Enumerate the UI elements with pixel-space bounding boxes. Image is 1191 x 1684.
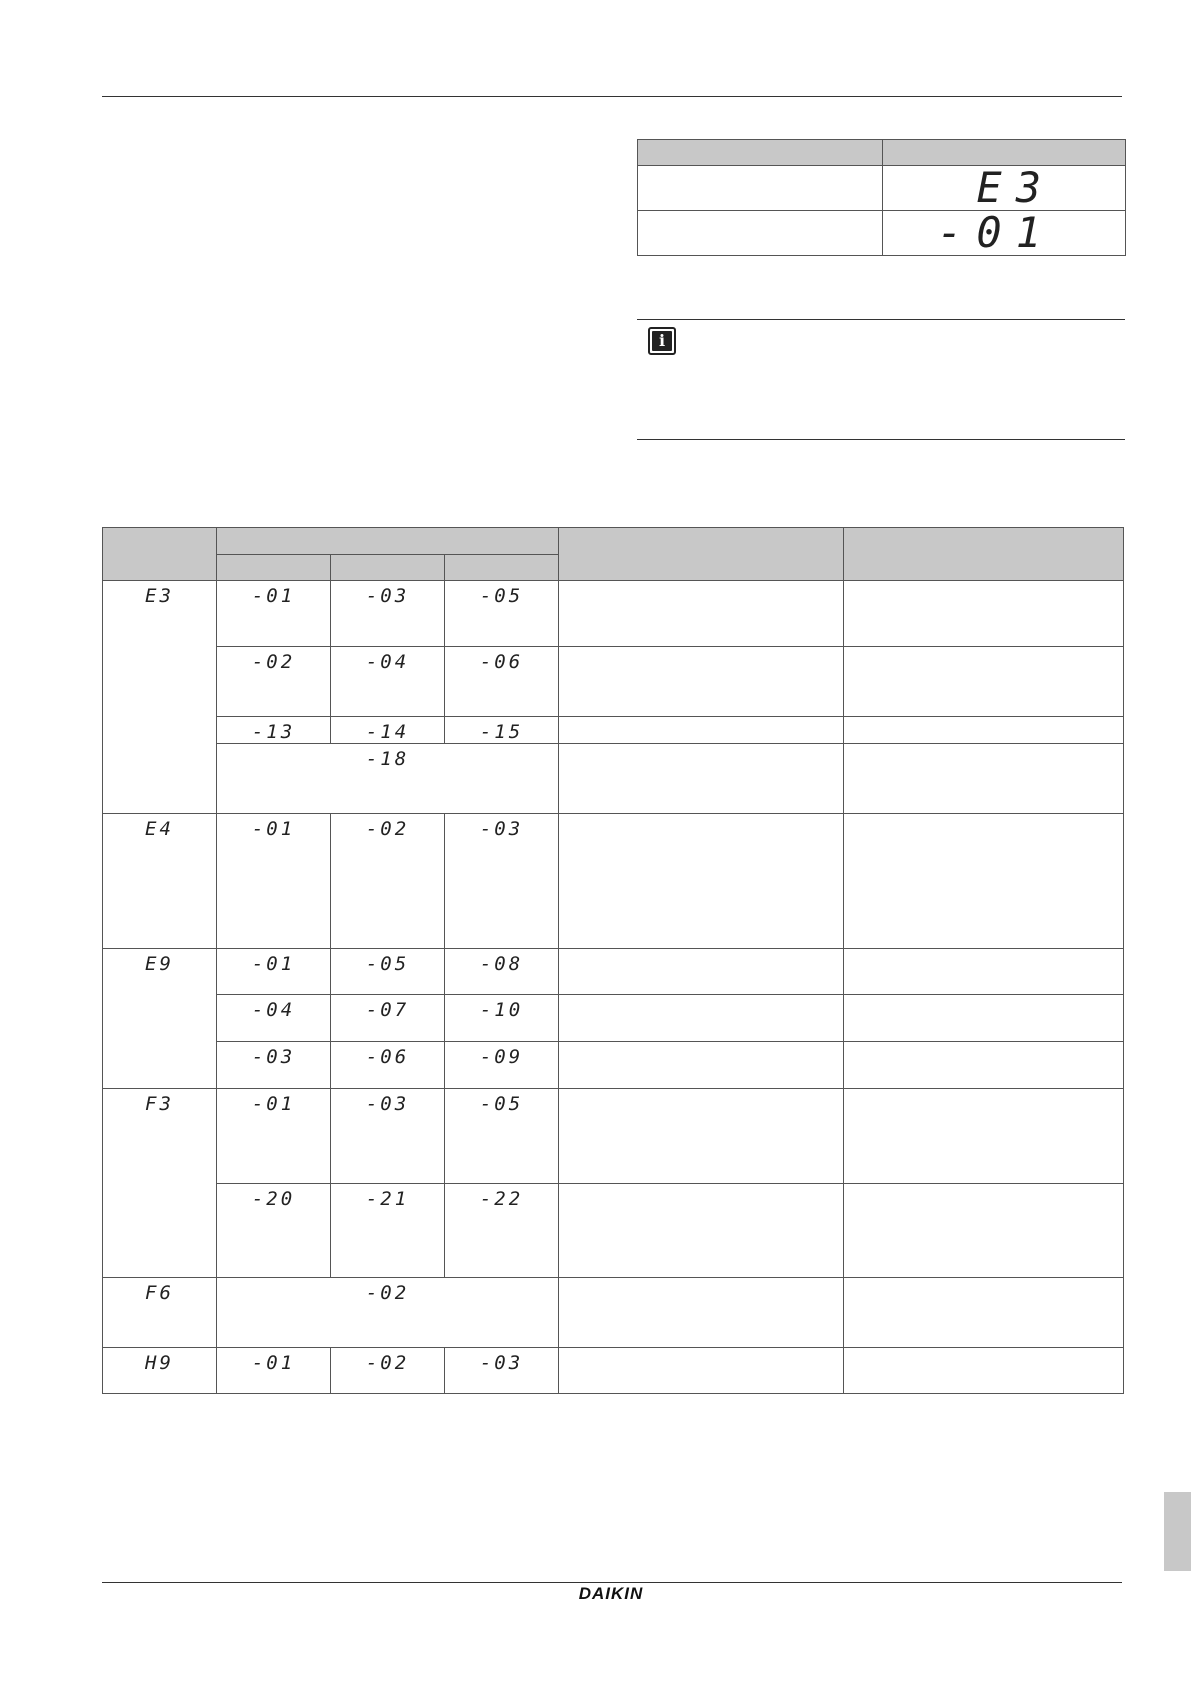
segment-code: E3 xyxy=(976,163,1055,212)
sub-code-cell xyxy=(217,647,331,717)
header-cause xyxy=(559,528,844,581)
main-code-cell xyxy=(103,581,217,814)
display-example-row xyxy=(638,211,1126,256)
solution-cell xyxy=(844,647,1124,717)
main-code-cell xyxy=(103,1089,217,1278)
main-code: F3 xyxy=(145,1093,174,1115)
sub-code: -05 xyxy=(365,953,410,975)
sub-code: -14 xyxy=(365,721,410,743)
sub-code-cell xyxy=(217,581,331,647)
cause-cell xyxy=(559,717,844,744)
error-code-table xyxy=(102,527,1124,1394)
main-code-cell xyxy=(103,814,217,949)
sub-code: -02 xyxy=(365,818,410,840)
sub-code-cell xyxy=(331,814,445,949)
main-code-cell xyxy=(103,949,217,1089)
footer-rule xyxy=(102,1582,1122,1583)
sub-code-cell xyxy=(445,1042,559,1089)
sub-code-cell xyxy=(445,647,559,717)
solution-cell xyxy=(844,1348,1124,1394)
sub-code-cell xyxy=(331,1042,445,1089)
sub-code: -21 xyxy=(365,1188,410,1210)
sub-code: -01 xyxy=(251,953,296,975)
cause-cell xyxy=(559,1089,844,1184)
sub-code-cell xyxy=(445,1089,559,1184)
cause-cell xyxy=(559,995,844,1042)
sub-code-cell xyxy=(445,717,559,744)
sub-code-cell xyxy=(445,1184,559,1278)
sub-code: -20 xyxy=(251,1188,296,1210)
display-example-value xyxy=(883,208,1126,257)
table-row xyxy=(103,717,1124,744)
sub-code-cell xyxy=(217,1348,331,1394)
cause-cell xyxy=(559,581,844,647)
cause-cell xyxy=(559,1042,844,1089)
daikin-logo: DAIKIN xyxy=(578,1584,644,1603)
solution-cell xyxy=(844,1089,1124,1184)
sub-code: -15 xyxy=(479,721,524,743)
sub-code: -18 xyxy=(365,748,410,770)
display-example-label xyxy=(638,211,883,256)
sub-code: -02 xyxy=(251,651,296,673)
sub-code-cell xyxy=(217,949,331,995)
sub-code: -07 xyxy=(365,999,410,1021)
sub-code-cell xyxy=(445,995,559,1042)
sub-code-cell xyxy=(331,581,445,647)
solution-cell xyxy=(844,995,1124,1042)
solution-cell xyxy=(844,744,1124,814)
sub-code: -02 xyxy=(365,1352,410,1374)
sub-code: -03 xyxy=(365,1093,410,1115)
sub-code-cell xyxy=(217,1042,331,1089)
display-example-header xyxy=(638,140,1126,166)
sub-code: -10 xyxy=(479,999,524,1021)
cause-cell xyxy=(559,744,844,814)
sub-code-cell xyxy=(217,814,331,949)
cause-cell xyxy=(559,1184,844,1278)
header-rule xyxy=(102,96,1122,97)
side-chapter-tab xyxy=(1164,1492,1191,1571)
sub-code: -05 xyxy=(479,1093,524,1115)
display-example-row xyxy=(638,166,1126,211)
sub-code: -03 xyxy=(479,818,524,840)
solution-cell xyxy=(844,1184,1124,1278)
sub-code-cell xyxy=(217,1278,559,1348)
sub-code: -02 xyxy=(365,1282,410,1304)
table-header-row xyxy=(103,528,1124,555)
info-icon: i xyxy=(648,327,676,355)
sub-code: -09 xyxy=(479,1046,524,1068)
display-example-table xyxy=(637,139,1126,256)
sub-code-cell xyxy=(445,814,559,949)
header-sub-code-col xyxy=(217,555,331,581)
header-main-code xyxy=(103,528,217,581)
table-row xyxy=(103,744,1124,814)
display-example-value xyxy=(883,163,1126,212)
cause-cell xyxy=(559,814,844,949)
segment-code: -01 xyxy=(937,208,1055,257)
table-row xyxy=(103,581,1124,647)
table-row xyxy=(103,1278,1124,1348)
display-example-header-cell xyxy=(883,140,1126,166)
header-solution xyxy=(844,528,1124,581)
header-sub-code-col xyxy=(331,555,445,581)
sub-code: -22 xyxy=(479,1188,524,1210)
sub-code-cell xyxy=(331,1348,445,1394)
table-row xyxy=(103,1042,1124,1089)
solution-cell xyxy=(844,1042,1124,1089)
sub-code: -04 xyxy=(251,999,296,1021)
table-row xyxy=(103,1089,1124,1184)
main-code: E4 xyxy=(145,818,174,840)
header-sub-code-col xyxy=(445,555,559,581)
cause-cell xyxy=(559,647,844,717)
table-row xyxy=(103,647,1124,717)
solution-cell xyxy=(844,1278,1124,1348)
solution-cell xyxy=(844,949,1124,995)
display-example-header-cell xyxy=(638,140,883,166)
sub-code: -08 xyxy=(479,953,524,975)
sub-code-cell xyxy=(331,949,445,995)
sub-code-cell xyxy=(331,995,445,1042)
cause-cell xyxy=(559,1278,844,1348)
table-row xyxy=(103,995,1124,1042)
main-code-cell xyxy=(103,1348,217,1394)
solution-cell xyxy=(844,717,1124,744)
info-box-bottom-rule xyxy=(637,439,1125,440)
main-code: F6 xyxy=(145,1282,174,1304)
sub-code-cell xyxy=(217,1184,331,1278)
table-row xyxy=(103,1184,1124,1278)
display-example-label xyxy=(638,166,883,211)
sub-code-cell xyxy=(331,717,445,744)
sub-code: -01 xyxy=(251,1093,296,1115)
header-sub-code xyxy=(217,528,559,555)
main-code: E9 xyxy=(145,953,174,975)
sub-code-cell xyxy=(331,647,445,717)
main-code-cell xyxy=(103,1278,217,1348)
sub-code: -06 xyxy=(365,1046,410,1068)
sub-code: -04 xyxy=(365,651,410,673)
main-code: H9 xyxy=(145,1352,174,1374)
cause-cell xyxy=(559,1348,844,1394)
sub-code-cell xyxy=(217,717,331,744)
sub-code-cell xyxy=(331,1184,445,1278)
sub-code: -06 xyxy=(479,651,524,673)
sub-code-cell xyxy=(445,949,559,995)
sub-code: -05 xyxy=(479,585,524,607)
solution-cell xyxy=(844,581,1124,647)
table-row xyxy=(103,1348,1124,1394)
table-row xyxy=(103,814,1124,949)
sub-code-cell xyxy=(331,1089,445,1184)
sub-code: -01 xyxy=(251,1352,296,1374)
info-box-top-rule xyxy=(637,319,1125,320)
sub-code-cell xyxy=(217,744,559,814)
sub-code-cell xyxy=(445,581,559,647)
main-code: E3 xyxy=(145,585,174,607)
sub-code: -03 xyxy=(251,1046,296,1068)
sub-code: -03 xyxy=(479,1352,524,1374)
cause-cell xyxy=(559,949,844,995)
sub-code-cell xyxy=(445,1348,559,1394)
sub-code: -01 xyxy=(251,585,296,607)
sub-code: -13 xyxy=(251,721,296,743)
sub-code-cell xyxy=(217,995,331,1042)
sub-code: -01 xyxy=(251,818,296,840)
sub-code: -03 xyxy=(365,585,410,607)
table-row xyxy=(103,949,1124,995)
sub-code-cell xyxy=(217,1089,331,1184)
solution-cell xyxy=(844,814,1124,949)
